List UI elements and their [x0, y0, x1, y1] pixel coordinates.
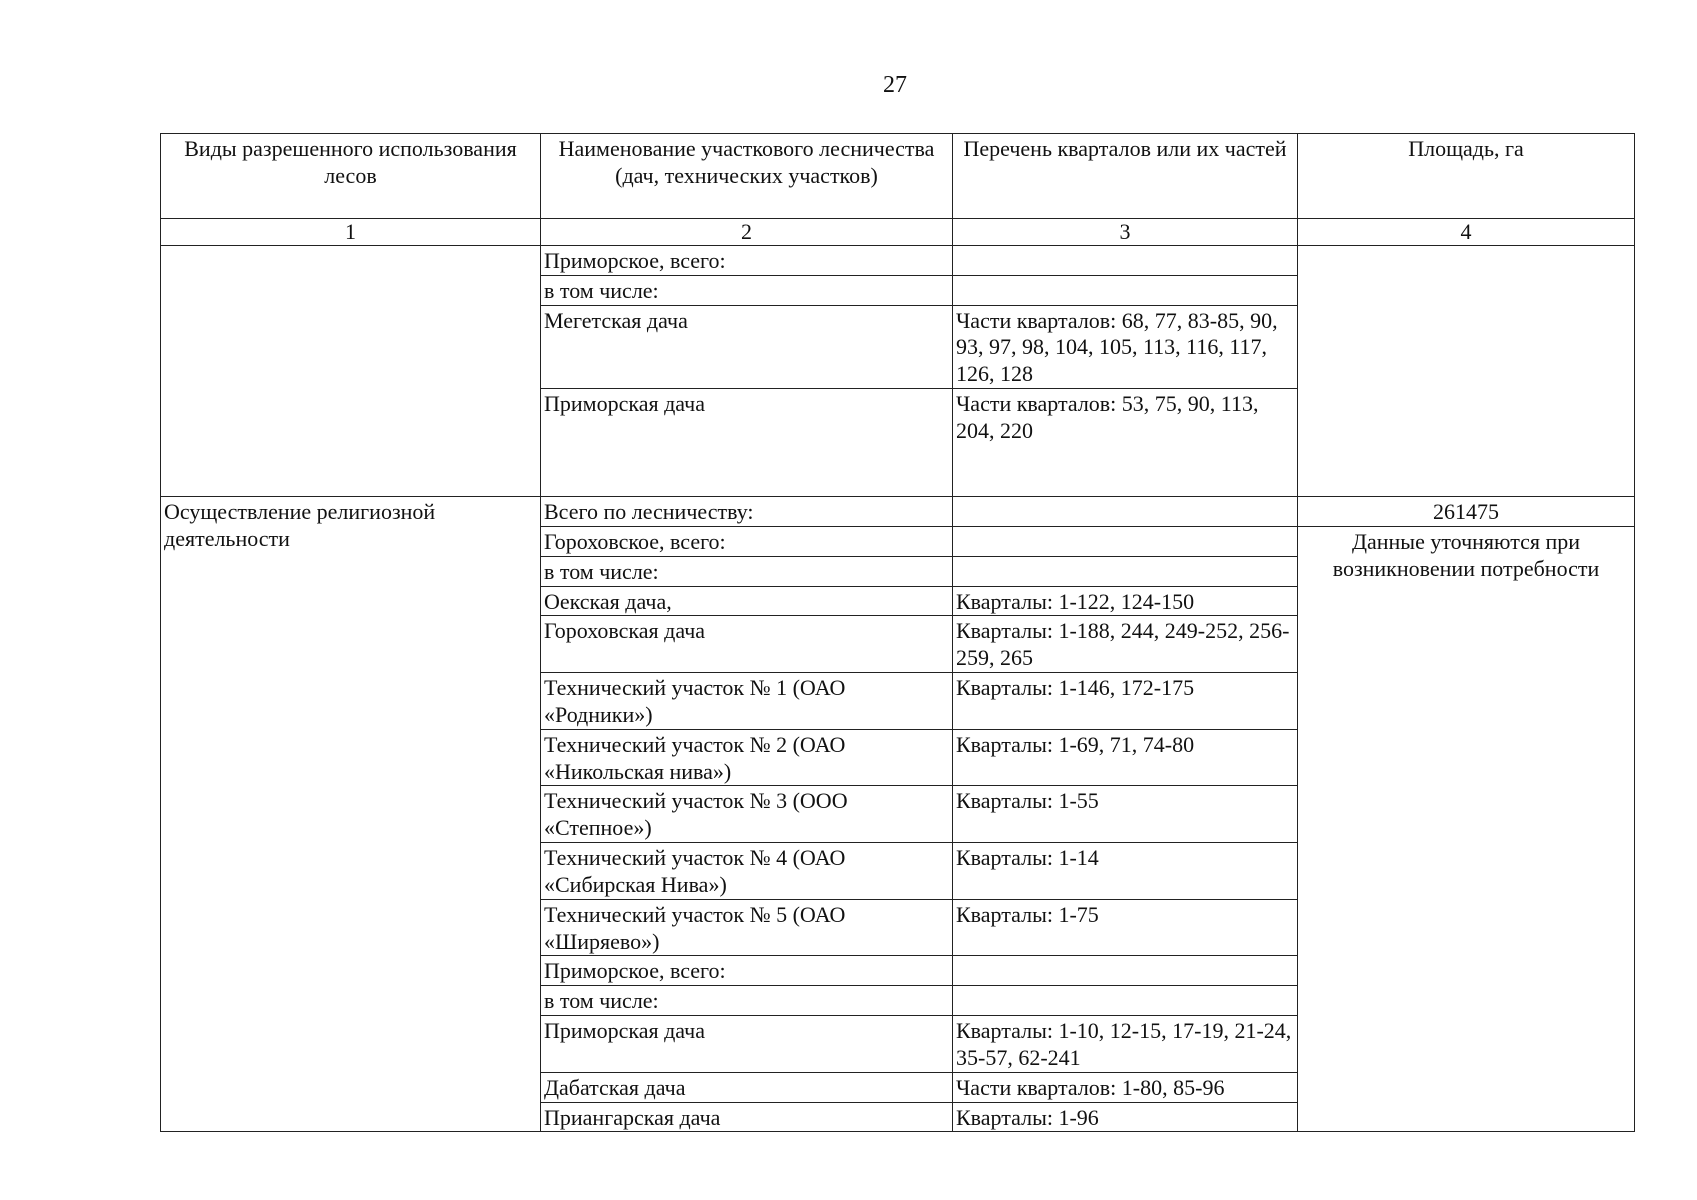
- forestry-name-cell: Технический участок № 4 (ОАО «Сибирская Нива»): [541, 843, 953, 900]
- forestry-name-cell: Приморское, всего:: [541, 246, 953, 276]
- quarters-cell: Кварталы: 1-10, 12-15, 17-19, 21-24, 35-57, 62-241: [953, 1016, 1298, 1073]
- column-number: 3: [953, 219, 1298, 246]
- quarters-cell: [953, 275, 1298, 305]
- forestry-name-cell: Всего по лесничеству:: [541, 497, 953, 527]
- table-row: [161, 246, 1635, 276]
- header-forestry-name: Наименование участкового лесничества (дач, технических участков): [541, 134, 953, 219]
- quarters-cell: [953, 986, 1298, 1016]
- column-number: 1: [161, 219, 541, 246]
- table-row: [161, 497, 1635, 527]
- quarters-cell: [953, 497, 1298, 527]
- quarters-cell: Части кварталов: 53, 75, 90, 113, 204, 220: [953, 389, 1298, 497]
- forestry-name-cell: Гороховская дача: [541, 616, 953, 673]
- forestry-name-cell: в том числе:: [541, 986, 953, 1016]
- forestry-name-cell: Технический участок № 5 (ОАО «Ширяево»): [541, 899, 953, 956]
- quarters-cell: [953, 526, 1298, 556]
- quarters-cell: Кварталы: 1-55: [953, 786, 1298, 843]
- forestry-name-cell: Технический участок № 2 (ОАО «Никольская нива»): [541, 729, 953, 786]
- quarters-cell: Части кварталов: 1-80, 85-96: [953, 1072, 1298, 1102]
- quarters-cell: Кварталы: 1-122, 124-150: [953, 586, 1298, 616]
- quarters-cell: [953, 956, 1298, 986]
- column-number: 2: [541, 219, 953, 246]
- area-note-cell: Данные уточняются при возникновении потребности: [1298, 526, 1635, 1131]
- forestry-name-cell: Дабатская дача: [541, 1072, 953, 1102]
- quarters-cell: Части кварталов: 68, 77, 83-85, 90, 93, 97, 98, 104, 105, 113, 116, 117, 126, 128: [953, 305, 1298, 388]
- column-number-row: [161, 219, 1635, 246]
- use-type-cell: Осуществление религиозной деятельности: [161, 497, 541, 1132]
- page-number: 27: [883, 72, 907, 98]
- header-use-type: Виды разрешенного использования лесов: [161, 134, 541, 219]
- total-area-cell: 261475: [1298, 497, 1635, 527]
- column-number: 4: [1298, 219, 1635, 246]
- table-header-row: [161, 134, 1635, 219]
- quarters-cell: [953, 246, 1298, 276]
- forestry-name-cell: Приморская дача: [541, 1016, 953, 1073]
- quarters-cell: Кварталы: 1-75: [953, 899, 1298, 956]
- forestry-name-cell: в том числе:: [541, 275, 953, 305]
- forest-use-table: [160, 133, 1635, 1132]
- forestry-name-cell: Мегетская дача: [541, 305, 953, 388]
- use-type-cell-empty: [161, 246, 541, 497]
- forestry-name-cell: Оекская дача,: [541, 586, 953, 616]
- forestry-name-cell: в том числе:: [541, 556, 953, 586]
- forestry-name-cell: Гороховское, всего:: [541, 526, 953, 556]
- forestry-name-cell: Приангарская дача: [541, 1102, 953, 1132]
- quarters-cell: Кварталы: 1-14: [953, 843, 1298, 900]
- header-quarters-list: Перечень кварталов или их частей: [953, 134, 1298, 219]
- forestry-name-cell: Технический участок № 1 (ОАО «Родники»): [541, 673, 953, 730]
- quarters-cell: Кварталы: 1-146, 172-175: [953, 673, 1298, 730]
- quarters-cell: Кварталы: 1-96: [953, 1102, 1298, 1132]
- forest-use-table-container: [160, 133, 1634, 1132]
- forestry-name-cell: Технический участок № 3 (ООО «Степное»): [541, 786, 953, 843]
- header-area: Площадь, га: [1298, 134, 1635, 219]
- quarters-cell: Кварталы: 1-188, 244, 249-252, 256-259, 265: [953, 616, 1298, 673]
- quarters-cell: Кварталы: 1-69, 71, 74-80: [953, 729, 1298, 786]
- forestry-name-cell: Приморская дача: [541, 389, 953, 497]
- quarters-cell: [953, 556, 1298, 586]
- area-cell-empty: [1298, 246, 1635, 497]
- forestry-name-cell: Приморское, всего:: [541, 956, 953, 986]
